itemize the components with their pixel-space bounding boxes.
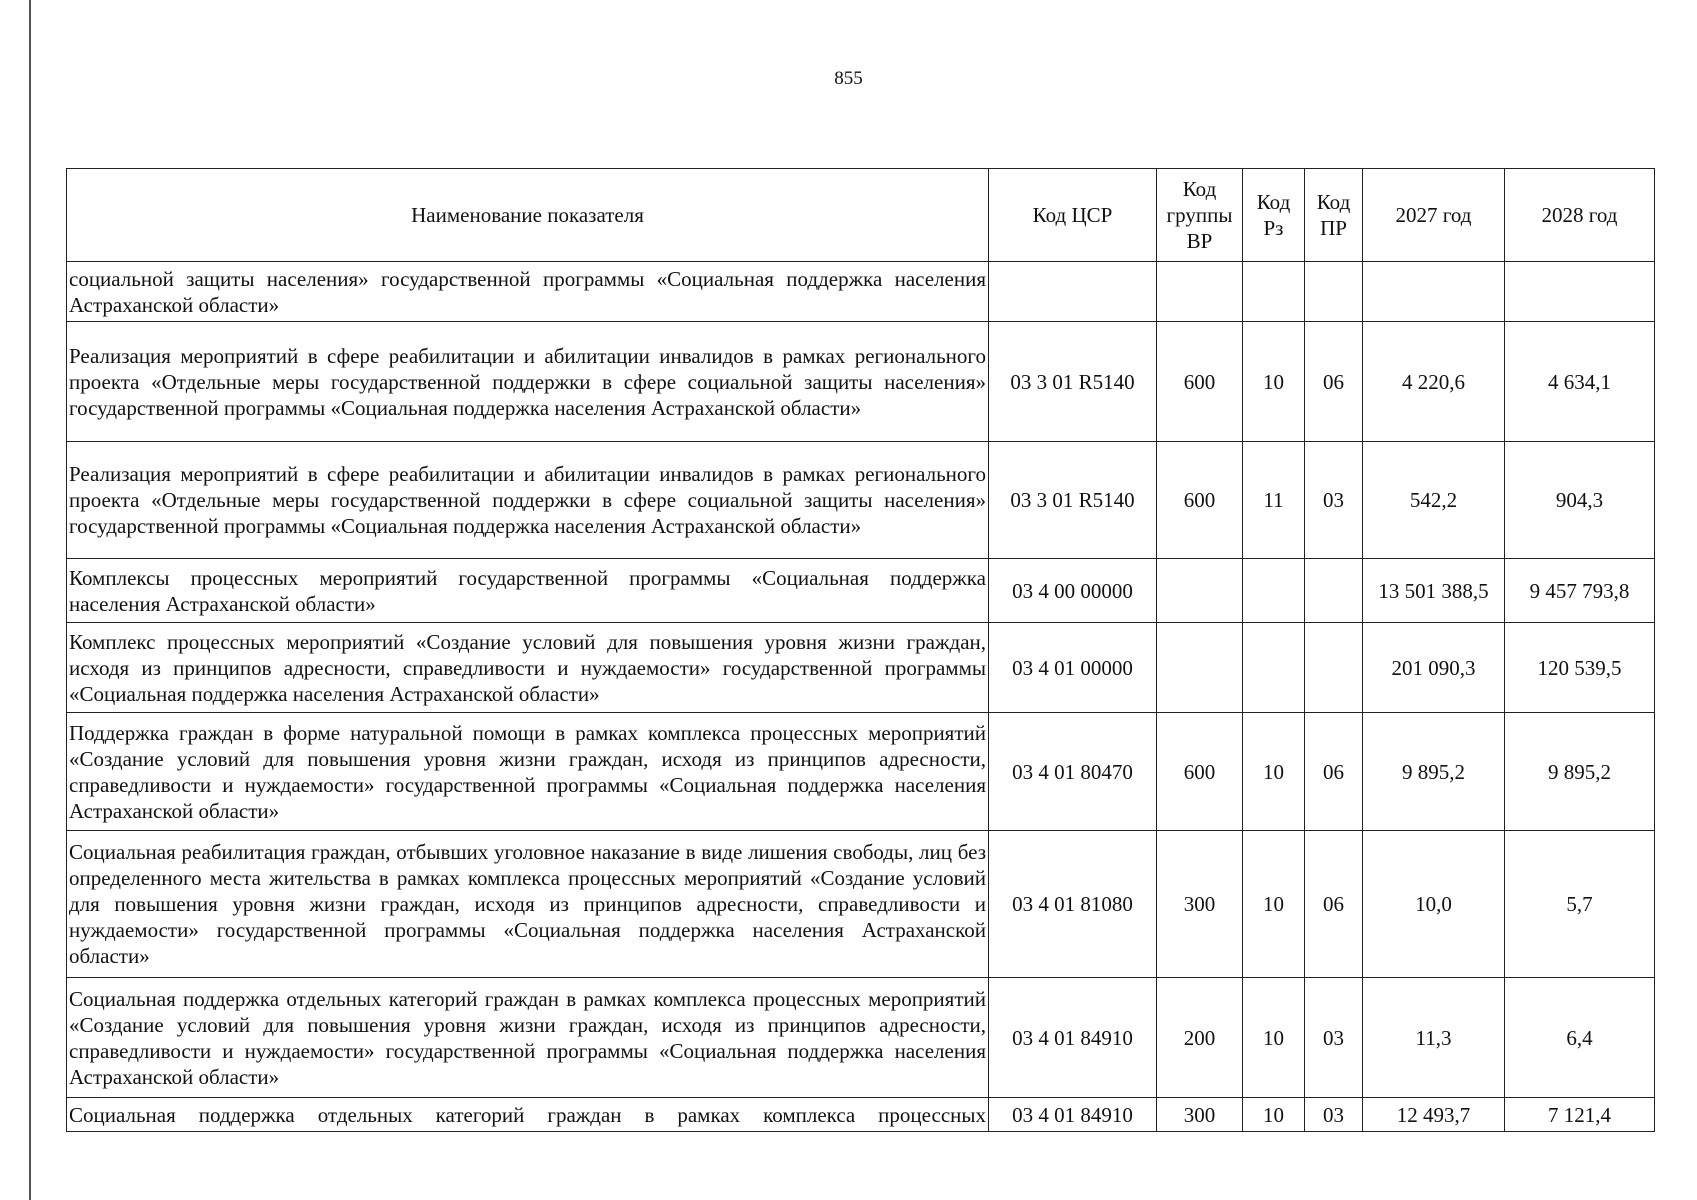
row-rz: 10 xyxy=(1243,322,1305,442)
row-rz: 10 xyxy=(1243,713,1305,831)
row-csr xyxy=(989,262,1157,322)
row-2028: 904,3 xyxy=(1505,442,1655,559)
header-pr: Код ПР xyxy=(1305,169,1363,262)
table-row xyxy=(67,559,1655,623)
row-2027: 12 493,7 xyxy=(1363,1098,1505,1132)
scan-edge-line xyxy=(29,0,31,1200)
header-rz: Код Рз xyxy=(1243,169,1305,262)
row-vr: 600 xyxy=(1157,442,1243,559)
row-2027: 13 501 388,5 xyxy=(1363,559,1505,623)
row-pr: 03 xyxy=(1305,1098,1363,1132)
table-row xyxy=(67,1098,1655,1132)
row-pr: 06 xyxy=(1305,713,1363,831)
row-pr xyxy=(1305,262,1363,322)
row-name: Поддержка граждан в форме натуральной помощи в рамках комплекса процессных мероприятий «Создание условий для повышения уровня жизни граждан, исходя из принципов адресности, справедливости и нуждаемости» государственной программы «Социальная поддержка населения Астраханской области» xyxy=(67,713,989,831)
row-rz: 10 xyxy=(1243,1098,1305,1132)
row-2027: 9 895,2 xyxy=(1363,713,1505,831)
row-2028: 9 895,2 xyxy=(1505,713,1655,831)
header-vr: Код группы ВР xyxy=(1157,169,1243,262)
header-2028: 2028 год xyxy=(1505,169,1655,262)
row-vr: 600 xyxy=(1157,322,1243,442)
row-name: Социальная поддержка отдельных категорий граждан в рамках комплекса процессных xyxy=(67,1098,989,1132)
row-csr: 03 3 01 R5140 xyxy=(989,442,1157,559)
row-vr xyxy=(1157,559,1243,623)
header-name: Наименование показателя xyxy=(67,169,989,262)
row-name: Комплекс процессных мероприятий «Создание условий для повышения уровня жизни граждан, исходя из принципов адресности, справедливости и нуждаемости» государственной программы «Социальная поддержка населения Астраханской области» xyxy=(67,623,989,713)
row-rz xyxy=(1243,623,1305,713)
row-rz: 10 xyxy=(1243,831,1305,978)
row-2027: 4 220,6 xyxy=(1363,322,1505,442)
row-pr: 06 xyxy=(1305,831,1363,978)
row-2028: 120 539,5 xyxy=(1505,623,1655,713)
table-row xyxy=(67,831,1655,978)
row-name: Реализация мероприятий в сфере реабилитации и абилитации инвалидов в рамках регионального проекта «Отдельные меры государственной поддержки в сфере социальной защиты населения» государственной программы «Социальная поддержка населения Астраханской области» xyxy=(67,442,989,559)
row-2027: 542,2 xyxy=(1363,442,1505,559)
row-csr: 03 4 01 84910 xyxy=(989,1098,1157,1132)
table-row xyxy=(67,623,1655,713)
row-2028: 7 121,4 xyxy=(1505,1098,1655,1132)
row-rz: 11 xyxy=(1243,442,1305,559)
table-row xyxy=(67,713,1655,831)
row-pr xyxy=(1305,623,1363,713)
budget-table xyxy=(66,168,1655,1132)
row-csr: 03 3 01 R5140 xyxy=(989,322,1157,442)
row-name: Комплексы процессных мероприятий государственной программы «Социальная поддержка населения Астраханской области» xyxy=(67,559,989,623)
row-2028: 4 634,1 xyxy=(1505,322,1655,442)
table-row xyxy=(67,442,1655,559)
row-pr: 03 xyxy=(1305,442,1363,559)
row-csr: 03 4 01 84910 xyxy=(989,978,1157,1098)
row-csr: 03 4 01 80470 xyxy=(989,713,1157,831)
row-2027: 201 090,3 xyxy=(1363,623,1505,713)
row-vr: 300 xyxy=(1157,1098,1243,1132)
row-vr: 200 xyxy=(1157,978,1243,1098)
row-name: Социальная поддержка отдельных категорий граждан в рамках комплекса процессных мероприятий «Создание условий для повышения уровня жизни граждан, исходя из принципов адресности, справедливости и нуждаемости» государственной программы «Социальная поддержка населения Астраханской области» xyxy=(67,978,989,1098)
row-vr: 600 xyxy=(1157,713,1243,831)
row-pr: 03 xyxy=(1305,978,1363,1098)
row-2027 xyxy=(1363,262,1505,322)
row-rz xyxy=(1243,262,1305,322)
row-name: Реализация мероприятий в сфере реабилитации и абилитации инвалидов в рамках регионального проекта «Отдельные меры государственной поддержки в сфере социальной защиты населения» государственной программы «Социальная поддержка населения Астраханской области» xyxy=(67,322,989,442)
row-rz xyxy=(1243,559,1305,623)
row-2027: 10,0 xyxy=(1363,831,1505,978)
table-row xyxy=(67,978,1655,1098)
header-csr: Код ЦСР xyxy=(989,169,1157,262)
table-row xyxy=(67,322,1655,442)
row-vr xyxy=(1157,262,1243,322)
table-header-row xyxy=(67,169,1655,262)
row-2028: 9 457 793,8 xyxy=(1505,559,1655,623)
row-pr: 06 xyxy=(1305,322,1363,442)
row-2028: 6,4 xyxy=(1505,978,1655,1098)
row-vr xyxy=(1157,623,1243,713)
row-rz: 10 xyxy=(1243,978,1305,1098)
row-2028: 5,7 xyxy=(1505,831,1655,978)
row-vr: 300 xyxy=(1157,831,1243,978)
header-2027: 2027 год xyxy=(1363,169,1505,262)
row-2028 xyxy=(1505,262,1655,322)
page-number: 855 xyxy=(834,68,863,89)
row-csr: 03 4 01 00000 xyxy=(989,623,1157,713)
table-row xyxy=(67,262,1655,322)
row-pr xyxy=(1305,559,1363,623)
row-csr: 03 4 00 00000 xyxy=(989,559,1157,623)
row-name: социальной защиты населения» государственной программы «Социальная поддержка населения Астраханской области» xyxy=(67,262,989,322)
row-2027: 11,3 xyxy=(1363,978,1505,1098)
row-name: Социальная реабилитация граждан, отбывших уголовное наказание в виде лишения свободы, лиц без определенного места жительства в рамках комплекса процессных мероприятий «Создание условий для повышения уровня жизни граждан, исходя из принципов адресности, справедливости и нуждаемости» государственной программы «Социальная поддержка населения Астраханской области» xyxy=(67,831,989,978)
row-csr: 03 4 01 81080 xyxy=(989,831,1157,978)
